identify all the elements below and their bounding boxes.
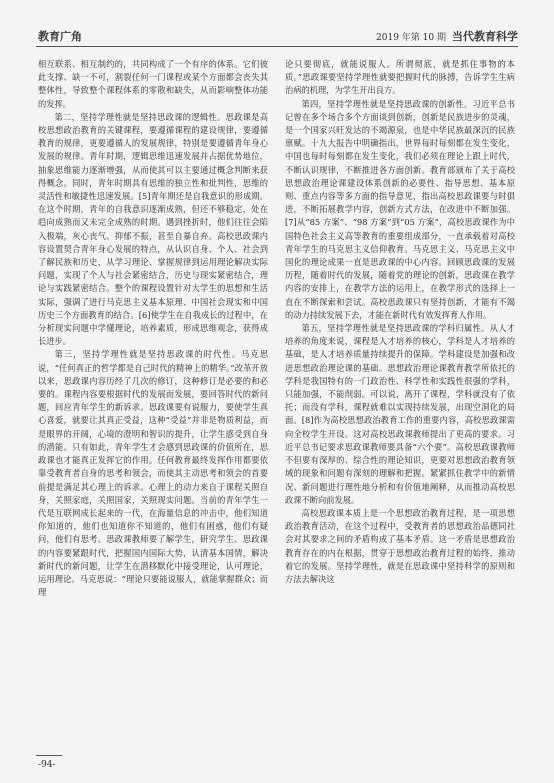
section-title: 教育广角 xyxy=(38,30,82,43)
issue-info xyxy=(376,28,518,44)
journal-name: 当代教育科学 xyxy=(452,30,518,43)
paragraph: 相互联系、相互制约的，共同构成了一个有序的体系。它们彼此支撑、缺一不可，割裂任何一门课程或某个方面都会丧失其整体性，导致整个课程体系的零散和缺失，从而影响整体功能的发挥。 xyxy=(38,59,268,109)
right-column xyxy=(285,58,515,746)
paragraph: 高校思政课本质上是一个思想政治教育过程，是一项思想政治教育活动，在这个过程中，受教育者的思想政治品德同社会对其要求之间的矛盾构成了基本矛盾。这一矛盾是思想政治教育存在的内在根据，贯穿于思想政治教育过程的始终，推动着它的发展。坚持学理性，就是在思政课中坚持科学的原则和方法去解决这 xyxy=(285,507,515,584)
left-column xyxy=(38,58,268,746)
paragraph: 论只要彻底，就能说服人。所谓彻底，就是抓住事物的本质。”思政课要坚持学理性就要把握时代的脉搏，告诉学生生病治病的机理，为学生开出良方。 xyxy=(285,59,515,96)
header-rule xyxy=(36,46,518,47)
issue-number: 2019 年第 10 期 xyxy=(376,33,446,43)
paragraph: 第五，坚持学理性就是坚持思政课的学科归属性。从人才培养的角度来说，课程是人才培养的核心，学科是人才培养的基础，是人才培养质量持续提升的保障。学科建设是加强和改进思想政治理论课的基础。思想政治理论课教育教学所依托的学科是我国特有的一门政治性、科学性和实践性很强的学科，只能加强，不能削弱。可以说，离开了课程，学科就没有了依托；而没有学科，课程就难以实现持续发展，出现空洞化的局面。[8]作为高校思想政治教育工作的重要内容，高校思政课需向全校学生开设。这对高校思政课教师提出了更高的要求。习近平总书记要求思政课教师要具备“六个要”。高校思政课教师不但要有深厚的、综合性的理论知识，更要对思想政治教育领域的现象和问题有深刻的理解和把握。紧紧抓住教学中的新情况、新问题进行理性地分析和有价值地阐释，从而推动高校思政课不断向前发展。 xyxy=(285,323,515,505)
paragraph: 第四，坚持学理性就是坚持思政课的创新性。习近平总书记曾在多个场合多个方面谈到创新，创新是民族进步的灵魂，是一个国家兴旺发达的不竭源泉，也是中华民族最深沉的民族禀赋。十九大报告中明确指出，世界每时每刻都在发生变化，中国也每时每刻都在发生变化，我们必须在理论上跟上时代，不断认识规律，不断推进各方面创新。教育部颁布了关于高校思想政治理论课建设体系创新的必要性、指导思想、基本原则、重点内容等多方面的指导意见，指出高校思政课要与时俱进，不断拓展教学内容，创新方式方法，在改进中不断加强。[7]从“85 方案”、“98 方案”到“05 方案”，高校思政课作为中国特色社会主义高等教育的重要组成部分，一直承载着对高校青年学生的马克思主义信仰教育。马克思主义、马克思主义中国化的理论成果一直是思政课的中心内容。回顾思政课的发展历程，随着时代的发展，随着党的理论的创新，思政课在教学内容的安排上，在教学方法的运用上，在教学形式的选择上一直在不断探索和尝试。高校思政课只有坚持创新，才能有不竭的动力持续发展下去，才能在新时代有效发挥育人作用。 xyxy=(285,98,515,320)
paragraph: 第三，坚持学理性就是坚持思政课的时代性。马克思说，“任何真正的哲学都是自己时代的精神上的精华。”改革开放以来，思政课内容历经了几次的修订，这种修订是必要的和必要的。课程内容要根据时代的发展而发展，要回答时代的新问题，回应青年学生的新诉求。思政课要有说服力，要使学生真心喜爱，就要让其真正受益，这种“受益”并非是物质利益，而是眼界的开阔，心境的澄明和智识的提升，让学生感受到自身的潜能。只有如此，青年学生才会感到思政课的价值所在，思政课也才能真正发挥它的作用。任何教育最终发挥作用都要依靠受教育者自身的思考和领会，而使其主动思考和领会的首要前提是满足其心理上的诉求。心理上的动力来自于课程关照自身，关照家庭，关照国家，关照现实问题。当前的青年学生一代是互联网成长起来的一代，在海量信息的冲击中，他们知道你知道的，他们也知道你不知道的，他们有困惑，他们有疑问，他们有思考。思政课教师要了解学生，研究学生。思政课的内容要紧跟时代，把握国内国际大势，认清基本国情，解决新时代的新问题，让学生在潜移默化中接受理论，认可理论，运用理论。马克思说：“理论只要能说服人，就能掌握群众；而理 xyxy=(38,349,268,598)
footer-rule xyxy=(36,755,62,756)
paragraph: 第二，坚持学理性就是坚持思政课的逻辑性。思政课是高校思想政治教育的关键课程，要遵循课程的建设规律，要遵循教育的规律，更要遵循人的发展规律，特别是要遵循青年身心发展的规律。青年时期，逻辑思维迅速发展并占据优势地位，抽象思维能力逐渐增强，从而使其可以主要通过概念判断来获得概念。同时，青年时期具有思维的独立性和批判性，思维的灵活性和敏捷性迅速发展。[5]青年期还是自我意识的形成期。在这个时期，青年的自我意识逐渐成熟，但还不够稳定，处在趋向成熟而又未完全成熟的时期。遇到挫折时，他们往往会陷入极端，灰心丧气、抑郁不振，甚至自暴自弃。高校思政课内容设置契合青年身心发展的特点，从认识自身、个人、社会到了解民族和历史，从学习理论、掌握规律到运用理论解决实际问题，实现了个人与社会紧密结合，历史与现实紧密结合，理论与实践紧密结合。整个的课程设置针对大学生的思想和生活实际，强调了进行马克思主义基本原理、中国社会现实和中国历史三个方面教育的结合。[6]使学生在自我成长的过程中，在分析现实问题中学懂理论，培养素质，形成思维观念，获得成长进步。 xyxy=(38,111,268,347)
page-number: -94- xyxy=(38,760,56,770)
